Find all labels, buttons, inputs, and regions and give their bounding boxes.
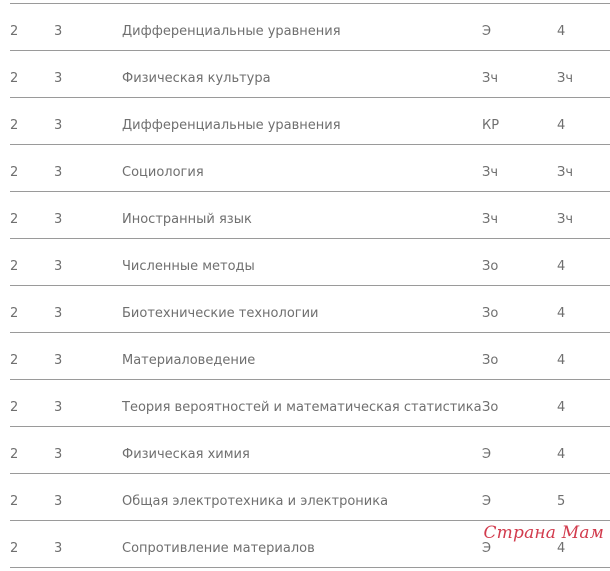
table-row: [10, 145, 610, 192]
semester-cell: 3: [54, 212, 63, 227]
credits-cell: 4: [557, 353, 566, 368]
table-row: [10, 427, 610, 474]
subject-cell: Социология: [122, 165, 204, 180]
semester-cell: 3: [54, 494, 63, 509]
subject-cell: Материаловедение: [122, 353, 256, 368]
subject-cell: Численные методы: [122, 259, 255, 274]
subject-cell: Биотехнические технологии: [122, 306, 319, 321]
course-cell: 2: [10, 353, 19, 368]
credits-cell: 4: [557, 118, 566, 133]
assessment-form-cell: Э: [482, 541, 492, 556]
course-cell: 2: [10, 447, 19, 462]
credits-cell: Зч: [557, 165, 574, 180]
credits-cell: Зч: [557, 212, 574, 227]
assessment-form-cell: Э: [482, 494, 492, 509]
subject-cell: Теория вероятностей и математическая статистика: [122, 400, 482, 415]
course-cell: 2: [10, 118, 19, 133]
table-row: [10, 239, 610, 286]
table-row: [10, 192, 610, 239]
course-cell: 2: [10, 24, 19, 39]
table-row: [10, 333, 610, 380]
table-body: [10, 4, 610, 568]
assessment-form-cell: Зч: [482, 165, 499, 180]
semester-cell: 3: [54, 71, 63, 86]
subject-cell: Дифференциальные уравнения: [122, 24, 341, 39]
course-cell: 2: [10, 259, 19, 274]
semester-cell: 3: [54, 353, 63, 368]
subject-cell: Общая электротехника и электроника: [122, 494, 389, 509]
semester-cell: 3: [54, 24, 63, 39]
credits-cell: 4: [557, 24, 566, 39]
subject-cell: Сопротивление материалов: [122, 541, 315, 556]
subject-cell: Физическая культура: [122, 71, 271, 86]
semester-cell: 3: [54, 541, 63, 556]
assessment-form-cell: Зо: [482, 400, 499, 415]
assessment-form-cell: КР: [482, 118, 500, 133]
semester-cell: 3: [54, 259, 63, 274]
assessment-form-cell: Э: [482, 447, 492, 462]
semester-cell: 3: [54, 447, 63, 462]
credits-cell: 5: [557, 494, 566, 509]
semester-cell: 3: [54, 306, 63, 321]
semester-cell: 3: [54, 118, 63, 133]
table-row: [10, 4, 610, 51]
assessment-form-cell: Зч: [482, 212, 499, 227]
assessment-form-cell: Зо: [482, 259, 499, 274]
semester-cell: 3: [54, 165, 63, 180]
course-cell: 2: [10, 212, 19, 227]
course-cell: 2: [10, 541, 19, 556]
assessment-form-cell: Зч: [482, 71, 499, 86]
course-cell: 2: [10, 165, 19, 180]
credits-cell: 4: [557, 259, 566, 274]
course-cell: 2: [10, 494, 19, 509]
curriculum-table: [10, 0, 610, 568]
subject-cell: Дифференциальные уравнения: [122, 118, 341, 133]
table-row: [10, 98, 610, 145]
table-row: [10, 474, 610, 521]
subject-cell: Физическая химия: [122, 447, 250, 462]
table-row: [10, 51, 610, 98]
table-row: [10, 286, 610, 333]
semester-cell: 3: [54, 400, 63, 415]
assessment-form-cell: Зо: [482, 306, 499, 321]
credits-cell: 4: [557, 400, 566, 415]
credits-cell: 4: [557, 447, 566, 462]
course-cell: 2: [10, 71, 19, 86]
assessment-form-cell: Зо: [482, 353, 499, 368]
credits-cell: 4: [557, 306, 566, 321]
strana-mam-watermark: Страна Мам: [483, 523, 604, 543]
subject-cell: Иностранный язык: [122, 212, 252, 227]
assessment-form-cell: Э: [482, 24, 492, 39]
credits-cell: Зч: [557, 71, 574, 86]
table-row: [10, 380, 610, 427]
course-cell: 2: [10, 400, 19, 415]
credits-cell: 4: [557, 541, 566, 556]
course-cell: 2: [10, 306, 19, 321]
